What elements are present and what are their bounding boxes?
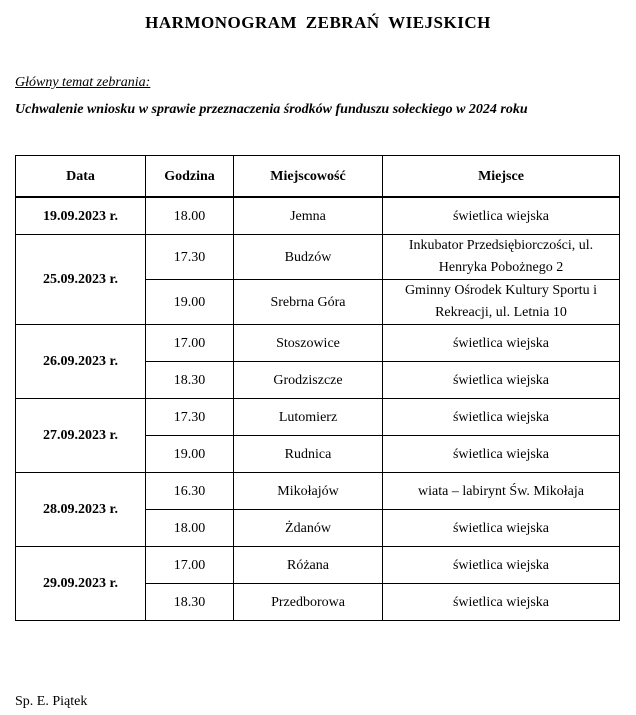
town-cell: Żdanów xyxy=(234,510,383,547)
time-cell: 19.00 xyxy=(146,280,234,325)
header-town: Miejscowość xyxy=(234,156,383,198)
time-cell: 18.30 xyxy=(146,362,234,399)
place-cell: świetlica wiejska xyxy=(383,510,620,547)
place-cell: świetlica wiejska xyxy=(383,325,620,362)
place-cell: Gminny Ośrodek Kultury Sportu i Rekreacji, ul. Letnia 10 xyxy=(383,280,620,325)
time-cell: 18.00 xyxy=(146,510,234,547)
town-cell: Budzów xyxy=(234,235,383,280)
time-cell: 18.30 xyxy=(146,584,234,621)
time-cell: 16.30 xyxy=(146,473,234,510)
table-row xyxy=(16,325,620,362)
town-cell: Grodziszcze xyxy=(234,362,383,399)
place-cell: świetlica wiejska xyxy=(383,547,620,584)
table-row xyxy=(16,473,620,510)
document-title: HARMONOGRAM ZEBRAŃ WIEJSKICH xyxy=(145,13,491,32)
table-header-row xyxy=(16,156,620,198)
place-cell: świetlica wiejska xyxy=(383,197,620,235)
table-row xyxy=(16,197,620,235)
town-cell: Lutomierz xyxy=(234,399,383,436)
town-cell: Przedborowa xyxy=(234,584,383,621)
date-cell: 26.09.2023 r. xyxy=(16,325,146,399)
time-cell: 17.00 xyxy=(146,325,234,362)
place-cell: świetlica wiejska xyxy=(383,436,620,473)
date-cell: 29.09.2023 r. xyxy=(16,547,146,621)
header-place: Miejsce xyxy=(383,156,620,198)
place-cell: Inkubator Przedsiębiorczości, ul. Henryka Pobożnego 2 xyxy=(383,235,620,280)
time-cell: 19.00 xyxy=(146,436,234,473)
time-cell: 18.00 xyxy=(146,197,234,235)
time-cell: 17.30 xyxy=(146,399,234,436)
time-cell: 17.30 xyxy=(146,235,234,280)
town-cell: Różana xyxy=(234,547,383,584)
header-time: Godzina xyxy=(146,156,234,198)
place-cell: świetlica wiejska xyxy=(383,399,620,436)
town-cell: Jemna xyxy=(234,197,383,235)
topic-text: Uchwalenie wniosku w sprawie przeznaczenia środków funduszu sołeckiego w 2024 roku xyxy=(15,102,528,117)
town-cell: Rudnica xyxy=(234,436,383,473)
town-cell: Mikołajów xyxy=(234,473,383,510)
date-cell: 25.09.2023 r. xyxy=(16,235,146,325)
header-date: Data xyxy=(16,156,146,198)
date-cell: 28.09.2023 r. xyxy=(16,473,146,547)
table-row xyxy=(16,547,620,584)
date-cell: 27.09.2023 r. xyxy=(16,399,146,473)
signature: Sp. E. Piątek xyxy=(15,694,88,709)
table-row xyxy=(16,399,620,436)
time-cell: 17.00 xyxy=(146,547,234,584)
town-cell: Srebrna Góra xyxy=(234,280,383,325)
place-cell: wiata – labirynt Św. Mikołaja xyxy=(383,473,620,510)
table-row xyxy=(16,235,620,280)
schedule-table xyxy=(15,155,620,621)
place-cell: świetlica wiejska xyxy=(383,584,620,621)
town-cell: Stoszowice xyxy=(234,325,383,362)
topic-label: Główny temat zebrania: xyxy=(15,75,151,90)
date-cell: 19.09.2023 r. xyxy=(16,197,146,235)
place-cell: świetlica wiejska xyxy=(383,362,620,399)
